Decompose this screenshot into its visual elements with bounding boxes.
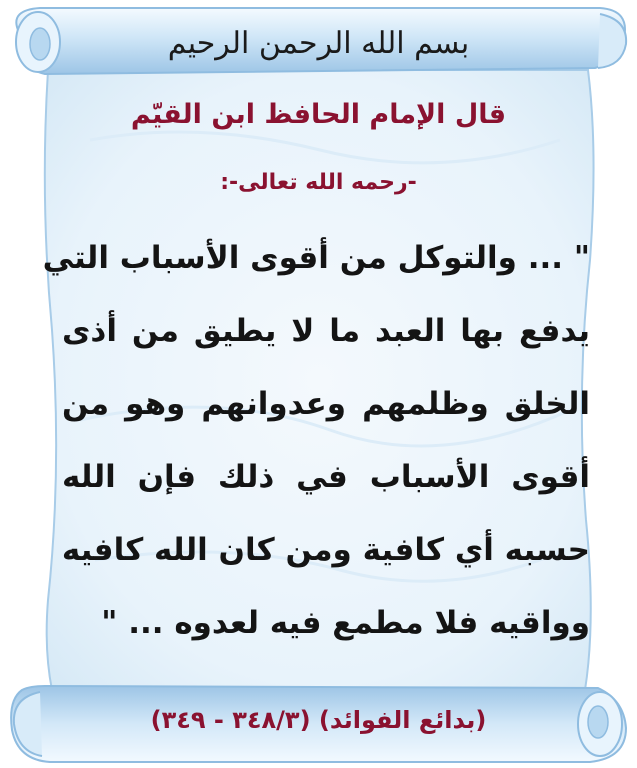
quote-attribution-subtitle: -رحمه الله تعالى-: (220, 170, 417, 195)
quote-line: حسبه أي كافية ومن كان الله كافيه (61, 532, 590, 568)
quote-line: يدفع بها العبد ما لا يطيق من أذى (62, 313, 590, 349)
quote-line: " ... والتوكل من أقوى الأسباب التي (42, 240, 590, 276)
quote-attribution-title: قال الإمام الحافظ ابن القيّم (130, 99, 507, 130)
quote-line: الخلق وظلمهم وعدوانهم وهو من (62, 386, 590, 422)
quote-body (42, 225, 590, 663)
quote-source-citation: (بدائع الفوائد) (٣٤٨/٣ - ٣٤٩) (150, 706, 487, 734)
basmala-calligraphy: بسم الله الرحمن الرحيم (167, 26, 470, 61)
quote-line: أقوى الأسباب في ذلك فإن الله (62, 459, 590, 495)
quote-line: وواقيه فلا مطمع فيه لعدوه ... " (101, 605, 590, 641)
